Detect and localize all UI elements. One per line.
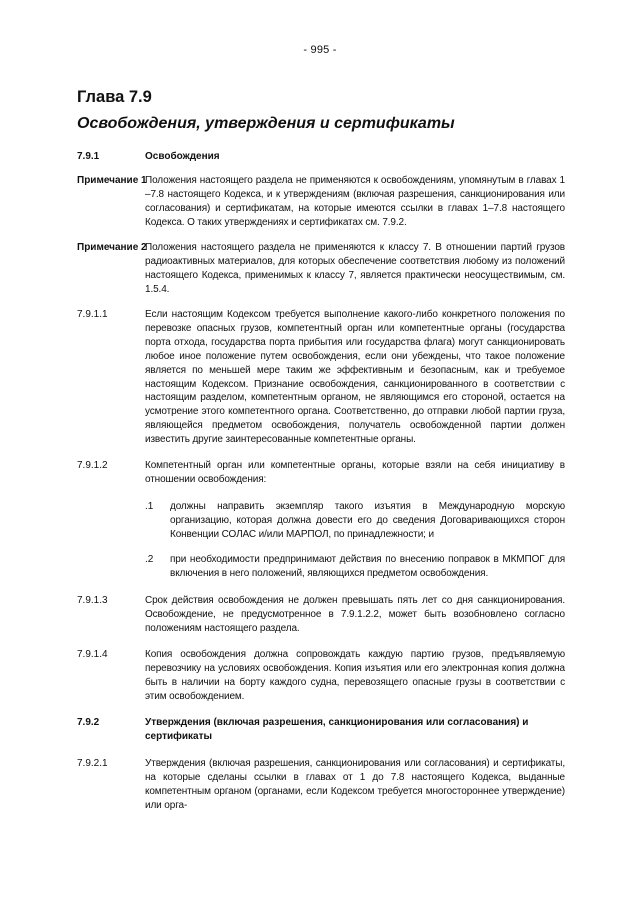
section-number: 7.9.2 bbox=[77, 717, 100, 728]
paragraph-text: Компетентный орган или компетентные органы, которые взяли на себя инициативу в отношении освобождения: bbox=[145, 460, 565, 485]
chapter-title: Освобождения, утверждения и сертификаты bbox=[77, 115, 455, 132]
chapter-label: Глава 7.9 bbox=[77, 88, 152, 106]
paragraph-text: Срок действия освобождения не должен превышать пять лет со дня санкционирования. Освобождение, не предусмотренное в 7.9.1.2.2, может быть возобновлено согласно положениям настоящего раздела. bbox=[145, 595, 565, 634]
note-text: Положения настоящего раздела не применяются к классу 7. В отношении партий грузов радиоактивных материалов, для которых обеспечение соответствия любому из положений настоящего Кодекса, применимых к классу 7, является практически неосуществимым, см. 1.5.4. bbox=[145, 242, 565, 295]
list-item-text: при необходимости предпринимают действия по внесению поправок в МКМПОГ для включения в него положений, являющихся предметом освобождения. bbox=[170, 554, 565, 579]
list-item-label: .2 bbox=[145, 554, 154, 565]
page-number: - 995 - bbox=[303, 44, 337, 56]
paragraph-text: Копия освобождения должна сопровождать каждую партию грузов, предъявляемую перевозчику на условиях освобождения. Копия изъятия или его электронная копия должна быть в наличии на борту каждого судна, перевозящего опасные грузы в соответствии с этим освобождением. bbox=[145, 649, 565, 702]
paragraph-7-9-1-1 bbox=[77, 308, 565, 447]
paragraph-7-9-1-4 bbox=[77, 648, 565, 704]
paragraph-text: Если настоящим Кодексом требуется выполнение какого-либо конкретного положения по перевозке опасных грузов, компетентный орган или компетентные органы (государства порта отхода, государства порта прибытия или государства флага) могут санкционировать любое иное положение путем освобождения, если они убеждены, что такое положение является по меньшей мере таким же эффективным и безопасным, как и требуемое настоящим Кодексом. Признание освобождения, санкционированного в соответствии с настоящим разделом, компетентным органом, не являющимся его стороной, остается на усмотрение этого компетентного органа. Соответственно, до отправки любой партии груза, являющейся предметом освобождения, получатель освобожденной партии должен известить другие заинтересованные компетентные органы. bbox=[145, 309, 565, 446]
note-label: Примечание 1 bbox=[77, 175, 147, 186]
list-item-label: .1 bbox=[145, 501, 154, 512]
paragraph-number: 7.9.1.1 bbox=[77, 309, 108, 320]
section-7-9-1-heading bbox=[77, 150, 565, 164]
note-text: Положения настоящего раздела не применяются к освобождениям, упомянутым в главах 1 –7.8 настоящего Кодекса, и к утверждениям (включая разрешения, санкционирования или согласования) и сертификатам, на которые имеются ссылки в главах 1–7.8 настоящего Кодекса. О таких утверждениях и сертификатах см. 7.9.2. bbox=[145, 175, 565, 228]
list-item bbox=[145, 500, 565, 542]
list-item-text: должны направить экземпляр такого изъятия в Международную морскую организацию, которая должна довести его до сведения Договаривающихся сторон Конвенции СОЛАС и/или МАРПОЛ, по принадлежности; и bbox=[170, 501, 565, 540]
list-item bbox=[145, 553, 565, 581]
section-title: Освобождения bbox=[145, 151, 220, 162]
paragraph-number: 7.9.1.2 bbox=[77, 460, 108, 471]
section-title: Утверждения (включая разрешения, санкционирования или согласования) и сертификаты bbox=[145, 717, 529, 742]
paragraph-7-9-2-1 bbox=[77, 757, 565, 813]
note-1 bbox=[77, 174, 565, 230]
paragraph-text: Утверждения (включая разрешения, санкционирования или согласования) и сертификаты, на которые сделаны ссылки в главах от 1 до 7.8 настоящего Кодекса, выданные компетентным органом (органами, если Кодексом требуется многостороннее утверждение) или орга- bbox=[145, 758, 565, 811]
paragraph-number: 7.9.2.1 bbox=[77, 758, 108, 769]
paragraph-7-9-1-3 bbox=[77, 594, 565, 636]
note-label: Примечание 2 bbox=[77, 242, 147, 253]
paragraph-7-9-1-2 bbox=[77, 459, 565, 487]
paragraph-number: 7.9.1.4 bbox=[77, 649, 108, 660]
section-7-9-2-heading bbox=[77, 716, 565, 744]
paragraph-number: 7.9.1.3 bbox=[77, 595, 108, 606]
note-2 bbox=[77, 241, 565, 297]
section-number: 7.9.1 bbox=[77, 151, 100, 162]
